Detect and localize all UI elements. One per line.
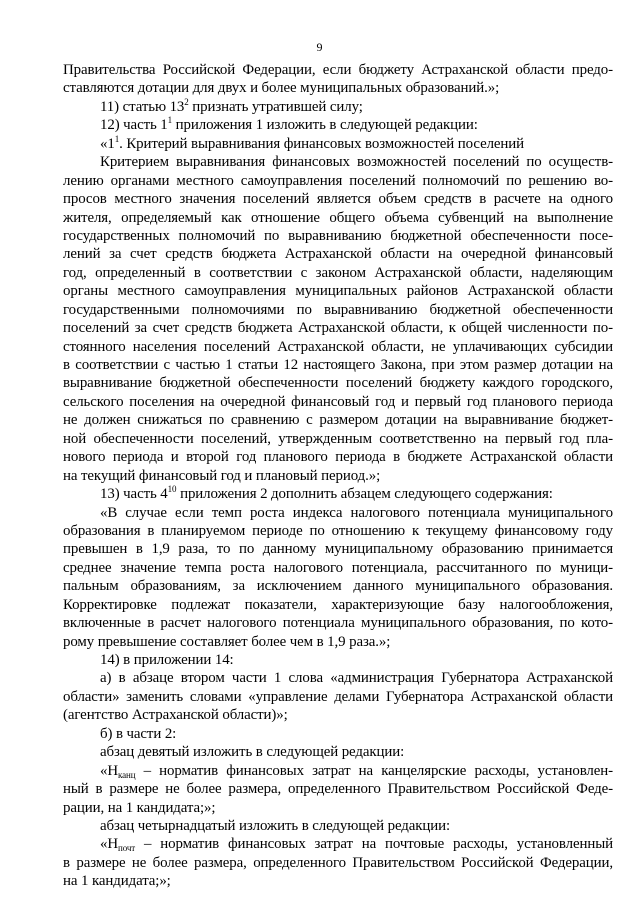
text-line: 14) в приложении 14: (100, 652, 234, 668)
text-line (63, 135, 613, 153)
text-line: абзац четырнадцатый изложить в следующей редакции: (100, 817, 451, 834)
text-line: лению органами местного самоуправления поселений полномочий по решению во- (63, 172, 613, 189)
text-line: включенные в расчет налогового потенциала муниципального образования, по кото- (63, 615, 613, 632)
text-run: признать утратившей силу; (188, 98, 363, 115)
text-line: органы местного самоуправления муниципальных районов Астраханской области (63, 283, 613, 300)
superscript: 1 (167, 116, 173, 126)
text-line: в размере не более размера, определенного Правительством Российской Федерации, (63, 854, 613, 871)
document-body (63, 61, 613, 891)
text-line: стоянного населения поселений Астраханской области, не уплачивающих субсидии (63, 338, 613, 355)
text-line: рому превышение составляет более чем в 1,9 раза.»; (63, 633, 391, 650)
text-line: Корректировке подлежат показатели, характеризующие базу налогообложения, (63, 596, 613, 613)
text-line: ставляются дотации для двух и более муниципальных образований.»; (63, 80, 500, 97)
text-line: выравнивание бюджетной обеспеченности поселений бюджету каждого городского, (63, 375, 613, 392)
text-run: «Н (100, 836, 118, 853)
text-line: жителя, определяемый как отношение общего объема субвенций на выполнение (63, 209, 613, 226)
text-line: государственных полномочий по выравниванию бюджетной обеспеченности посе- (63, 227, 613, 244)
superscript: 2 (184, 97, 189, 107)
text-line: рации, на 1 кандидата;»; (63, 799, 216, 816)
text-line: (агентство Астраханской области)»; (63, 707, 288, 724)
text-run: 11) статью 13 (100, 98, 185, 115)
text-run: – норматив финансовых затрат на почтовые расходы, установленный (135, 836, 613, 853)
text-run: «1 (100, 135, 115, 152)
text-line (63, 835, 613, 853)
text-line: государственными полномочиями по выравниванию бюджетной обеспеченности (63, 301, 613, 318)
text-run: «Н (100, 762, 118, 779)
text-line: в соответствии с частью 1 статьи 12 настоящего Закона, при этом размер дотации на (63, 357, 613, 373)
text-line (63, 116, 613, 134)
text-line: области» заменить словами «управление делами Губернатора Астраханской области (63, 688, 613, 705)
text-line: пальным образованиям, за исключением данного муниципального образования. (63, 578, 613, 595)
subscript: канц (118, 769, 136, 780)
text-line: а) в абзаце втором части 1 слова «администрация Губернатора Астраханской (100, 670, 613, 687)
superscript: 1 (114, 134, 120, 144)
text-line (63, 98, 613, 116)
text-line: Правительства Российской Федерации, если бюджету Астраханской области предо- (63, 62, 613, 78)
text-line: просов местного значения поселений является объем средств в расчете на одного (63, 191, 613, 208)
text-run: – норматив финансовых затрат на канцелярские расходы, установлен- (135, 762, 613, 779)
text-line: абзац девятый изложить в следующей редакции: (100, 744, 405, 761)
text-line (63, 762, 613, 780)
text-line: поселений за счет средств бюджета Астраханской области, к общей численности по- (63, 320, 613, 337)
superscript: 10 (167, 485, 177, 495)
text-line: б) в части 2: (100, 725, 177, 742)
text-line: сельского поселения на очередной финансовый год и первый год планового периода (63, 393, 613, 410)
text-run: 13) часть 4 (100, 486, 168, 503)
text-line: ный в размере не более размера, определенного Правительством Российской Феде- (63, 781, 613, 798)
text-line: превышен в 1,9 раза, то по данному муниципальному образованию принимается (63, 541, 613, 558)
text-line: лений за счет средств бюджета Астраханской области на очередной финансовый (63, 246, 613, 263)
text-line: образования в планируемом периоде по отношению к текущему финансовому году (63, 522, 613, 539)
text-line: среднее значение темпа роста налогового потенциала, рассчитанного по муници- (63, 559, 613, 576)
text-line: Критерием выравнивания финансовых возможностей поселений по осуществ- (100, 154, 613, 171)
text-run: 12) часть 1 (100, 117, 168, 134)
text-line: «В случае если темп роста индекса налогового потенциала муниципального (100, 504, 613, 521)
text-line (63, 485, 613, 503)
text-run: приложения 1 изложить в следующей редакции: (172, 117, 478, 134)
text-line: нового периода и второй год планового периода в бюджете Астраханской области (63, 449, 613, 466)
subscript: почт (118, 843, 136, 854)
text-line: на 1 кандидата;»; (63, 873, 171, 890)
text-line: на текущий финансовый год и плановый период.»; (63, 467, 381, 484)
text-line: год, определенный в соответствии с законом Астраханской области, наделяющим (63, 264, 613, 281)
text-run: . Критерий выравнивания финансовых возможностей поселений (119, 135, 525, 152)
text-line: ной обеспеченности поселений, утвержденным соответственно на первый год пла- (63, 430, 613, 447)
text-run: приложения 2 дополнить абзацем следующего содержания: (176, 486, 553, 503)
page-number: 9 (316, 40, 323, 54)
text-line: не должен снижаться по сравнению с размером дотации на выравнивание бюджет- (63, 412, 613, 429)
